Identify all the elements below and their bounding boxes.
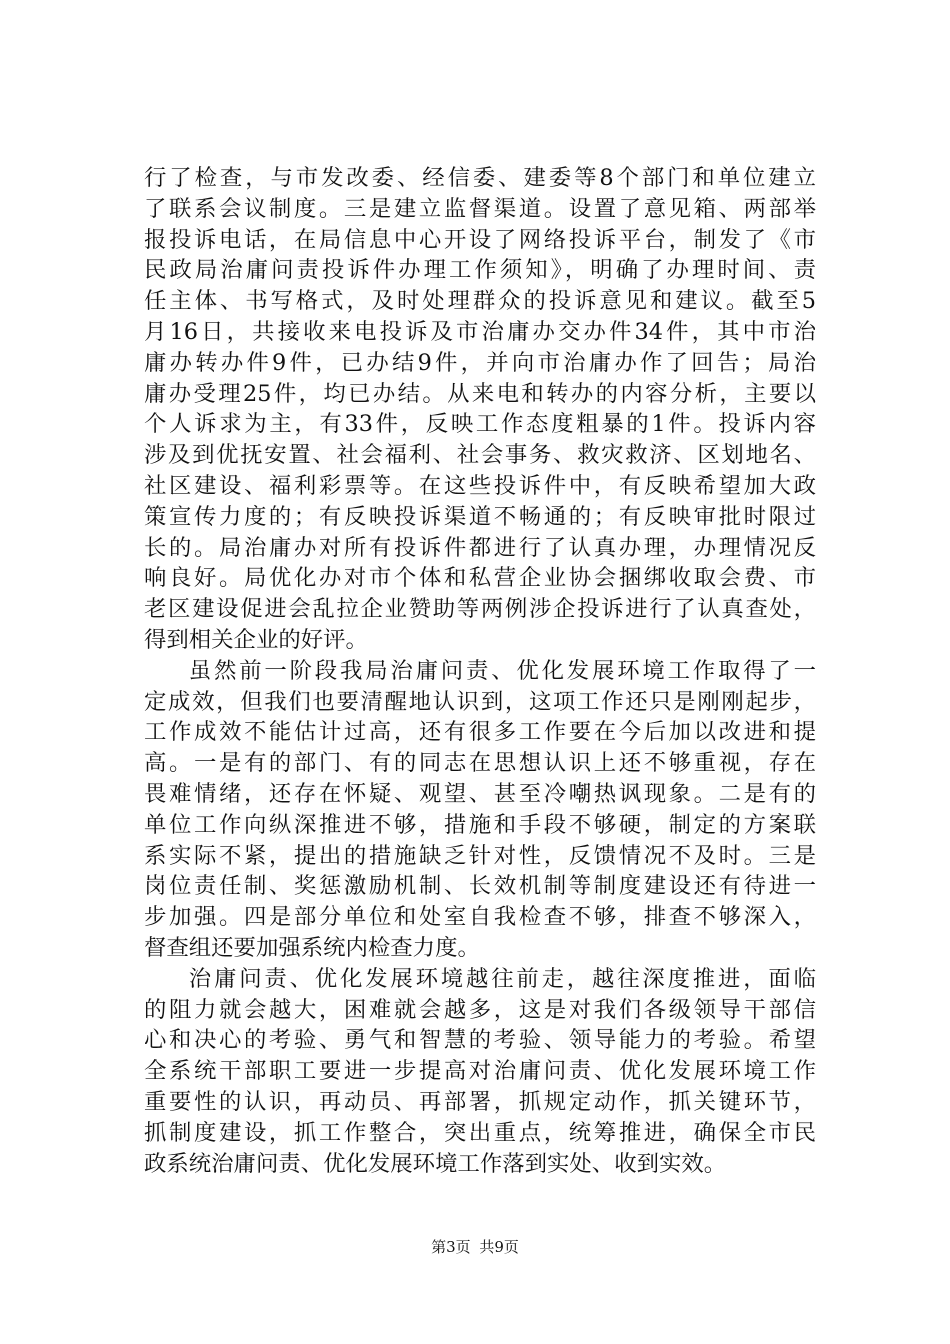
text-line: 了联系会议制度。三是建立监督渠道。设置了意见箱、两部举 [144, 195, 816, 222]
text-line: 长的。局治庸办对所有投诉件都进行了认真办理，办理情况反 [144, 534, 816, 561]
text-line: 任主体、书写格式，及时处理群众的投诉意见和建议。截至5 [144, 288, 816, 315]
text-line: 报投诉电话，在局信息中心开设了网络投诉平台，制发了《市 [144, 226, 816, 253]
text-line: 系实际不紧，提出的措施缺乏针对性，反馈情况不及时。三是 [144, 842, 816, 869]
text-line: 步加强。四是部分单位和处室自我检查不够，排查不够深入， [144, 904, 816, 931]
text-line: 策宣传力度的；有反映投诉渠道不畅通的；有反映审批时限过 [144, 503, 816, 530]
text-line: 抓制度建设，抓工作整合，突出重点，统筹推进，确保全市民 [144, 1119, 816, 1146]
text-line: 的阻力就会越大，困难就会越多，这是对我们各级领导干部信 [144, 996, 816, 1023]
paragraph [144, 964, 816, 1180]
text-line: 庸办转办件9件，已办结9件，并向市治庸办作了回告；局治 [144, 349, 816, 376]
text-line: 庸办受理25件，均已办结。从来电和转办的内容分析，主要以 [144, 380, 816, 407]
text-line: 涉及到优抚安置、社会福利、社会事务、救灾救济、区划地名、 [144, 442, 816, 469]
text-line: 岗位责任制、奖惩激励机制、长效机制等制度建设还有待进一 [144, 873, 816, 900]
text-line: 响良好。局优化办对市个体和私营企业协会捆绑收取会费、市 [144, 565, 816, 592]
paragraph [144, 656, 816, 964]
text-line: 单位工作向纵深推进不够，措施和手段不够硬，制定的方案联 [144, 811, 816, 838]
text-line: 虽然前一阶段我局治庸问责、优化发展环境工作取得了一 [188, 657, 816, 684]
text-line: 工作成效不能估计过高，还有很多工作要在今后加以改进和提 [144, 719, 816, 746]
page-number: 第3页 [431, 1238, 471, 1256]
text-line: 行了检查，与市发改委、经信委、建委等8个部门和单位建立 [144, 165, 816, 191]
text-line: 畏难情绪，还存在怀疑、观望、甚至冷嘲热讽现象。二是有的 [144, 780, 816, 807]
text-line: 得到相关企业的好评。 [144, 626, 368, 653]
text-line: 老区建设促进会乱拉企业赞助等两例涉企投诉进行了认真查处， [144, 596, 816, 623]
text-line: 治庸问责、优化发展环境越往前走，越往深度推进，面临 [188, 965, 816, 992]
page-footer [0, 1237, 950, 1257]
document-body [144, 163, 816, 1179]
text-line: 心和决心的考验、勇气和智慧的考验、领导能力的考验。希望 [144, 1027, 816, 1054]
text-line: 政系统治庸问责、优化发展环境工作落到实处、收到实效。 [144, 1150, 727, 1177]
text-line: 月16日，共接收来电投诉及市治庸办交办件34件，其中市治 [144, 318, 816, 345]
text-line: 全系统干部职工要进一步提高对治庸问责、优化发展环境工作 [144, 1058, 816, 1085]
page-total: 共9页 [479, 1238, 519, 1256]
text-line: 民政局治庸问责投诉件办理工作须知》，明确了办理时间、责 [144, 257, 816, 284]
text-line: 定成效，但我们也要清醒地认识到，这项工作还只是刚刚起步， [144, 688, 816, 715]
text-line: 重要性的认识，再动员、再部署，抓规定动作，抓关键环节， [144, 1088, 816, 1115]
text-line: 社区建设、福利彩票等。在这些投诉件中，有反映希望加大政 [144, 472, 816, 499]
text-line: 高。一是有的部门、有的同志在思想认识上还不够重视，存在 [144, 750, 816, 777]
text-line: 个人诉求为主，有33件，反映工作态度粗暴的1件。投诉内容 [144, 411, 816, 438]
text-line: 督查组还要加强系统内检查力度。 [144, 934, 480, 961]
paragraph [144, 163, 816, 656]
